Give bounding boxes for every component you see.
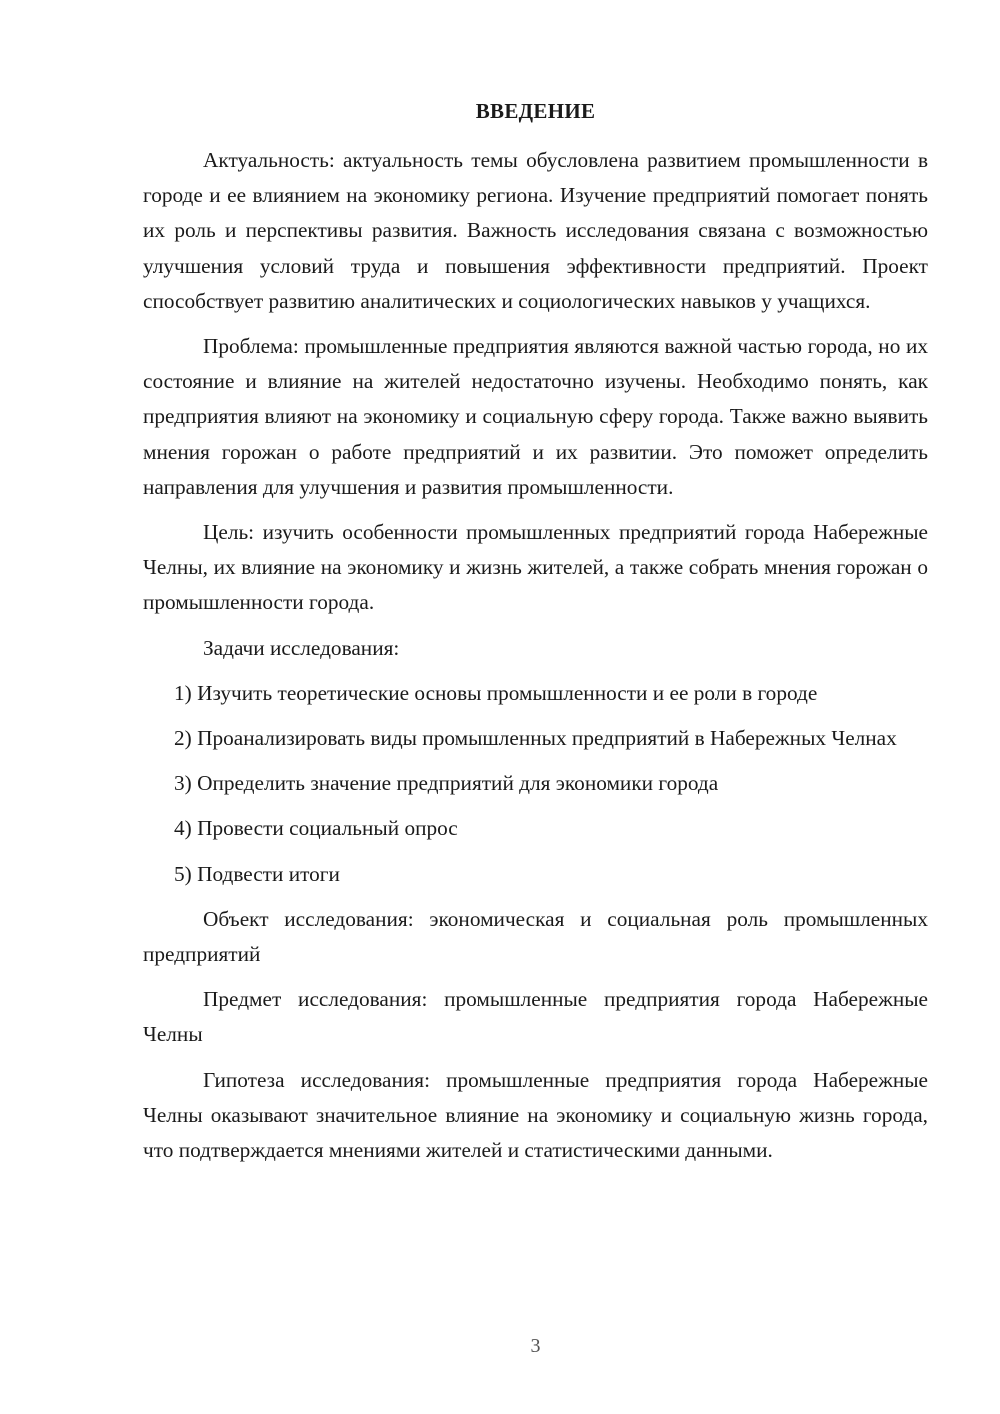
- subject-paragraph: Предмет исследования: промышленные предприятия города Набережные Челны: [143, 987, 928, 1047]
- relevance-paragraph: Актуальность: актуальность темы обусловлена развитием промышленности в городе и ее влиянием на экономику региона. Изучение предприятий помогает понять их роль и перспективы развития. Важность исследования связана с возможностью улучшения условий труда и повышения эффективности предприятий. Проект способствует развитию аналитических и социологических навыков у учащихся.: [143, 148, 928, 313]
- object-paragraph: Объект исследования: экономическая и социальная роль промышленных предприятий: [143, 906, 928, 967]
- task-item: 5) Подвести итоги: [174, 861, 340, 886]
- task-item: 4) Провести социальный опрос: [174, 816, 458, 841]
- task-item: 1) Изучить теоретические основы промышленности и ее роли в городе: [174, 680, 818, 705]
- task-item: 3) Определить значение предприятий для экономики города: [174, 771, 719, 796]
- task-item: 2) Проанализировать виды промышленных предприятий в Набережных Челнах: [174, 726, 897, 751]
- section-body: [143, 143, 928, 1178]
- tasks-heading: Задачи исследования:: [203, 635, 400, 660]
- goal-paragraph: Цель: изучить особенности промышленных предприятий города Набережные Челны, их влияние на экономику и жизнь жителей, а также собрать мнения горожан о промышленности города.: [143, 520, 928, 615]
- document-page: [143, 0, 928, 1414]
- section-title: ВВЕДЕНИЕ: [475, 99, 596, 123]
- hypothesis-paragraph: Гипотеза исследования: промышленные предприятия города Набережные Челны оказывают значительное влияние на экономику и социальную жизнь города, что подтверждается мнениями жителей и статистическими данными.: [143, 1067, 928, 1163]
- problem-paragraph: Проблема: промышленные предприятия являются важной частью города, но их состояние и влияние на жителей недостаточно изучены. Необходимо понять, как предприятия влияют на экономику и социальную сферу города. Также важно выявить мнения горожан о работе предприятий и их развитии. Это поможет определить направления для улучшения и развития промышленности.: [143, 334, 928, 499]
- page-number: 3: [530, 1335, 541, 1357]
